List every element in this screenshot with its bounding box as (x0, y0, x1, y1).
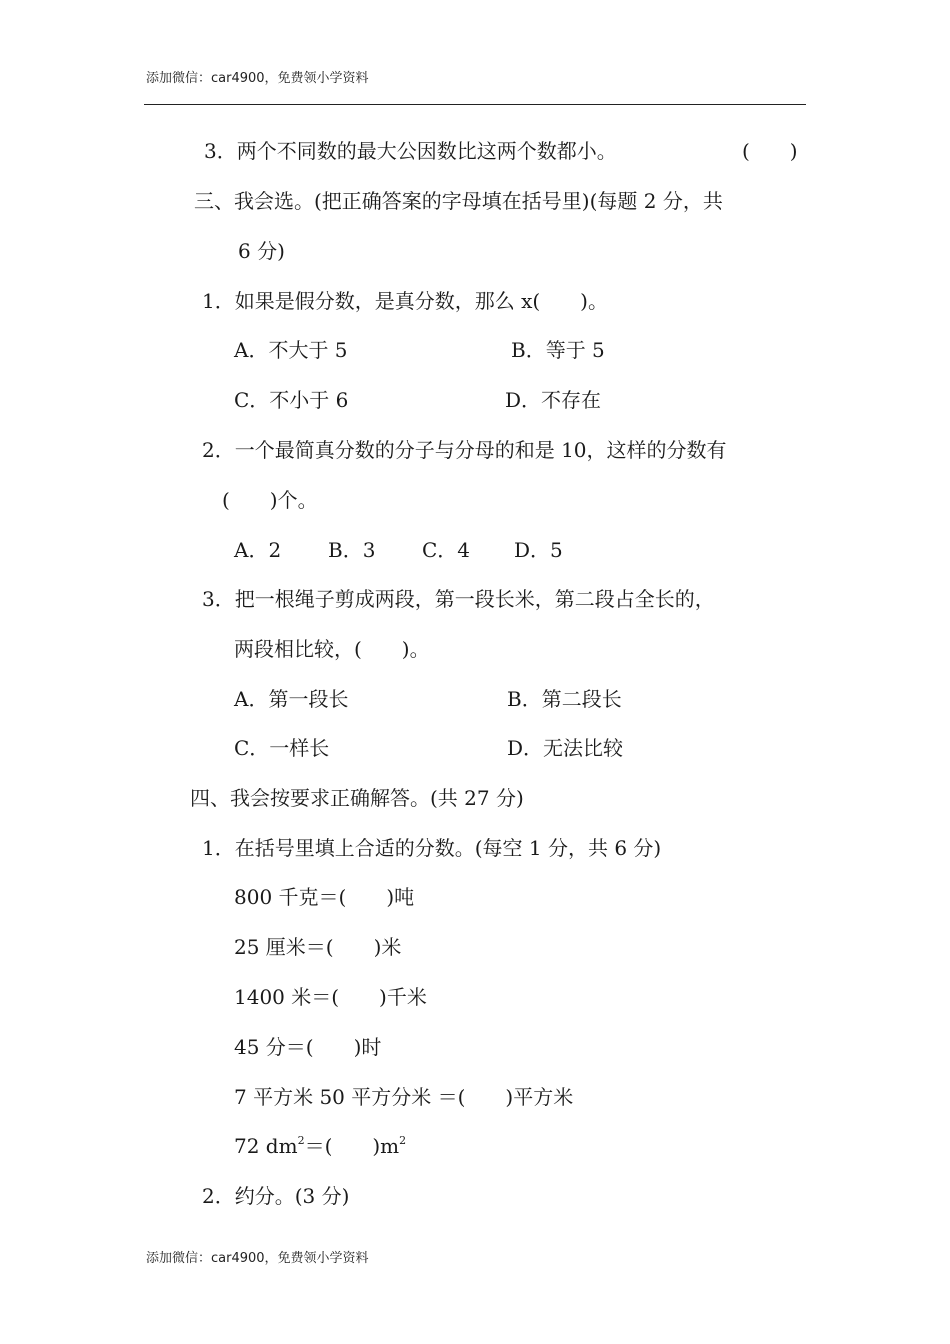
choice-question-3-cont: 两段相比较，( )。 (234, 637, 430, 661)
conversion-item: 45 分＝( )时 (234, 1035, 382, 1059)
footer-note: 添加微信：car4900，免费领小学资料 (146, 1251, 369, 1266)
option-a: A．第一段长 (234, 687, 349, 711)
conversion-item (234, 1132, 406, 1160)
answer-blank: ( ) (742, 139, 798, 163)
header-divider (144, 104, 806, 105)
option-c: C．不小于 6 (234, 388, 349, 412)
section-3-title: 三、我会选。(把正确答案的字母填在括号里)(每题 2 分，共 (194, 189, 723, 213)
option-b: B．3 (328, 538, 376, 562)
option-a: A．不大于 5 (234, 338, 348, 362)
option-d: D．无法比较 (507, 736, 624, 760)
header-note: 添加微信：car4900，免费领小学资料 (146, 71, 369, 86)
choice-question-3: 3．把一根绳子剪成两段，第一段长米，第二段占全长的， (202, 587, 715, 611)
item-text: 72 dm (234, 1134, 298, 1158)
option-d: D．5 (514, 538, 563, 562)
option-a: A．2 (234, 538, 282, 562)
judgement-question-3: 3．两个不同数的最大公因数比这两个数都小。 (204, 139, 617, 163)
conversion-item: 1400 米＝( )千米 (234, 985, 427, 1009)
option-c: C．4 (422, 538, 471, 562)
superscript: 2 (399, 1134, 407, 1147)
answer-question-1: 1．在括号里填上合适的分数。(每空 1 分，共 6 分) (202, 836, 662, 860)
superscript: 2 (297, 1134, 305, 1147)
choice-question-2-cont: ( )个。 (222, 488, 318, 512)
section-3-title-cont: 6 分) (238, 239, 285, 263)
item-text: ＝( )m (304, 1134, 400, 1158)
conversion-item: 800 千克＝( )吨 (234, 885, 415, 909)
conversion-item: 25 厘米＝( )米 (234, 935, 402, 959)
option-c: C．一样长 (234, 736, 330, 760)
answer-question-2: 2．约分。(3 分) (202, 1184, 350, 1208)
option-b: B．第二段长 (507, 687, 622, 711)
choice-question-1: 1．如果是假分数，是真分数，那么 x( )。 (202, 289, 608, 313)
section-4-title: 四、我会按要求正确解答。(共 27 分) (190, 786, 524, 810)
option-b: B．等于 5 (511, 338, 605, 362)
option-d: D．不存在 (505, 388, 602, 412)
choice-question-2: 2．一个最简真分数的分子与分母的和是 10，这样的分数有 (202, 438, 727, 462)
conversion-item: 7 平方米 50 平方分米 ＝( )平方米 (234, 1085, 574, 1109)
